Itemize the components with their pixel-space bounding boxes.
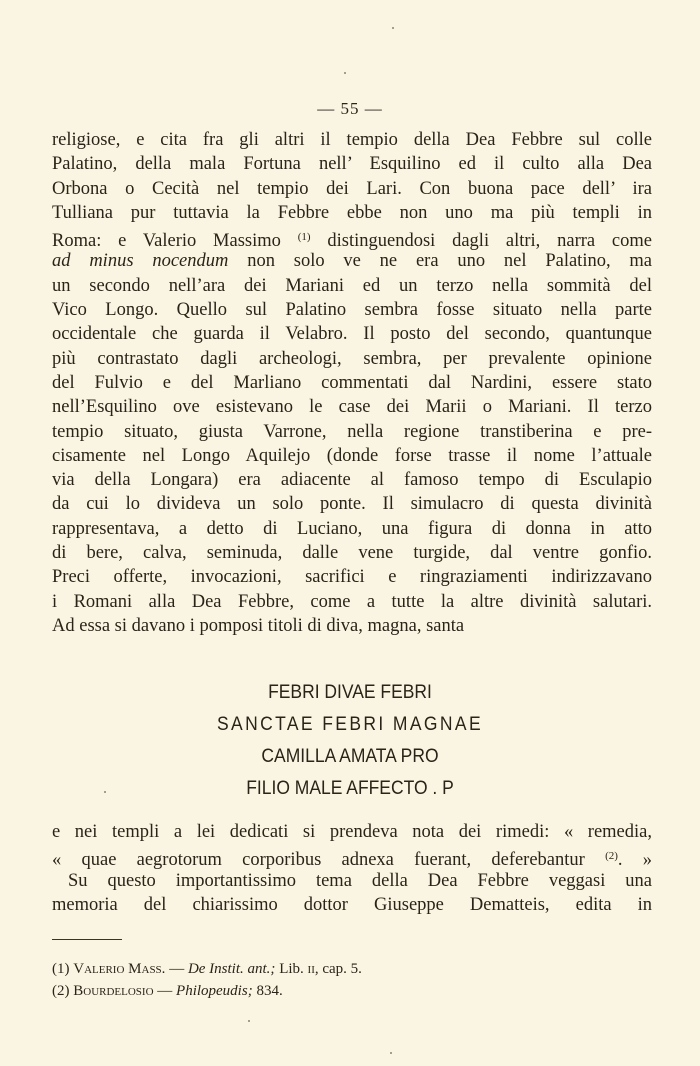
text-line [52,225,652,252]
latin-phrase: ad minus nocendum [52,251,229,272]
text-line: Preci offerte, invocazioni, sacrifici e ringraziamenti indirizzavano [52,567,652,588]
paper-speck [248,1020,250,1022]
paper-speck [344,72,346,74]
footnote-reference: (2) [605,850,618,863]
footnote-rest: , cap. 5. [314,961,362,977]
text-segment: « quae aegrotorum corporibus adnexa fuerant, deferebantur [52,850,606,871]
text-line: cisamente nel Longo Aquilejo (donde forse trasse il nome l’attuale [52,445,652,466]
footnote-title: Philopeudis; [176,983,253,999]
footnote-title: De Instit. ant.; [187,961,276,977]
latin-inscription [0,677,700,805]
text-line: Orbona o Cecità nel tempio dei Lari. Con buona pace dell’ ira [52,178,652,199]
footnote [52,980,652,1002]
text-segment: . » [617,850,652,871]
text-line: Vico Longo. Quello sul Palatino sembra fosse situato nella parte [52,300,652,321]
footnote-book: ii [307,961,315,977]
text-line: Palatino, della mala Fortuna nell’ Esquilino ed il culto alla Dea [52,154,652,175]
text-line: del Fulvio e del Marliano commentati dal Nardini, essere stato [52,372,652,393]
inscription-line: SANCTAE FEBRI MAGNAE [216,714,484,735]
paper-speck [390,1052,392,1054]
footnote-rest: 834. [252,983,283,999]
paper-speck [104,791,106,793]
inscription-line: FILIO MALE AFFECTO . P [246,778,454,799]
footnote-rest: Lib. [275,961,308,977]
text-segment: non solo ve ne era uno nel Palatino, ma [228,251,653,272]
footnote-number: (2) [52,983,70,999]
text-segment: distinguendosi dagli altri, narra come [310,231,652,252]
text-line: da cui lo divideva un solo ponte. Il simulacro di questa divinità [52,494,652,515]
text-line: Su questo importantissimo tema della Dea Febbre veggasi una [68,870,652,891]
closing-paragraph [52,820,652,917]
text-line [52,844,652,871]
footnotes [52,958,652,1002]
footnote-divider [52,939,122,940]
inscription-line: CAMILLA AMATA PRO [261,746,439,767]
text-line: e nei templi a lei dedicati si prendeva nota dei rimedi: « remedia, [52,822,652,842]
paper-speck [392,27,394,29]
footnote-number: (1) [52,961,70,977]
text-line: di bere, calva, seminuda, dalle vene turgide, dal ventre gonfio. [52,543,652,564]
inscription-line: FEBRI DIVAE FEBRI [268,682,432,703]
text-line: via della Longara) era adiacente al famoso tempo di Esculapio [52,470,652,491]
text-line: Ad essa si davano i pomposi titoli di diva, magna, santa [52,615,465,636]
footnote-dash: — [165,961,188,977]
footnote-dash: — [153,983,177,999]
footnote-author: Valerio Mass. [73,961,166,977]
footnote [52,958,652,980]
text-line: religiose, e cita fra gli altri il tempio della Dea Febbre sul colle [52,130,652,150]
text-line: i Romani alla Dea Febbre, come a tutte la altre divinità salutari. [52,591,652,612]
text-line: nell’Esquilino ove esistevano le case dei Marii o Mariani. Il terzo [52,397,652,418]
page-number: — 55 — [317,99,383,118]
text-line: tempio situato, giusta Varrone, nella regione transtiberina e pre- [52,421,652,442]
text-line: più contrastato dagli archeologi, sembra, per prevalente opinione [52,348,652,369]
text-line [52,249,652,273]
footnote-reference: (1) [297,231,311,244]
text-line: memoria del chiarissimo dottor Giuseppe Dematteis, edita in [52,894,652,915]
text-line: un secondo nell’ara dei Mariani ed un terzo nella sommità del [52,275,652,296]
footnote-author: Bourdelosio [73,983,154,999]
text-segment: Roma: e Valerio Massimo [52,231,298,252]
main-paragraph [52,128,652,638]
text-line: occidentale che guarda il Velabro. Il posto del secondo, quantunque [52,324,652,345]
text-line: Tulliana pur tuttavia la Febbre ebbe non uno ma più templi in [52,202,652,223]
text-line: rappresentava, a detto di Luciano, una figura di donna in atto [52,518,652,539]
